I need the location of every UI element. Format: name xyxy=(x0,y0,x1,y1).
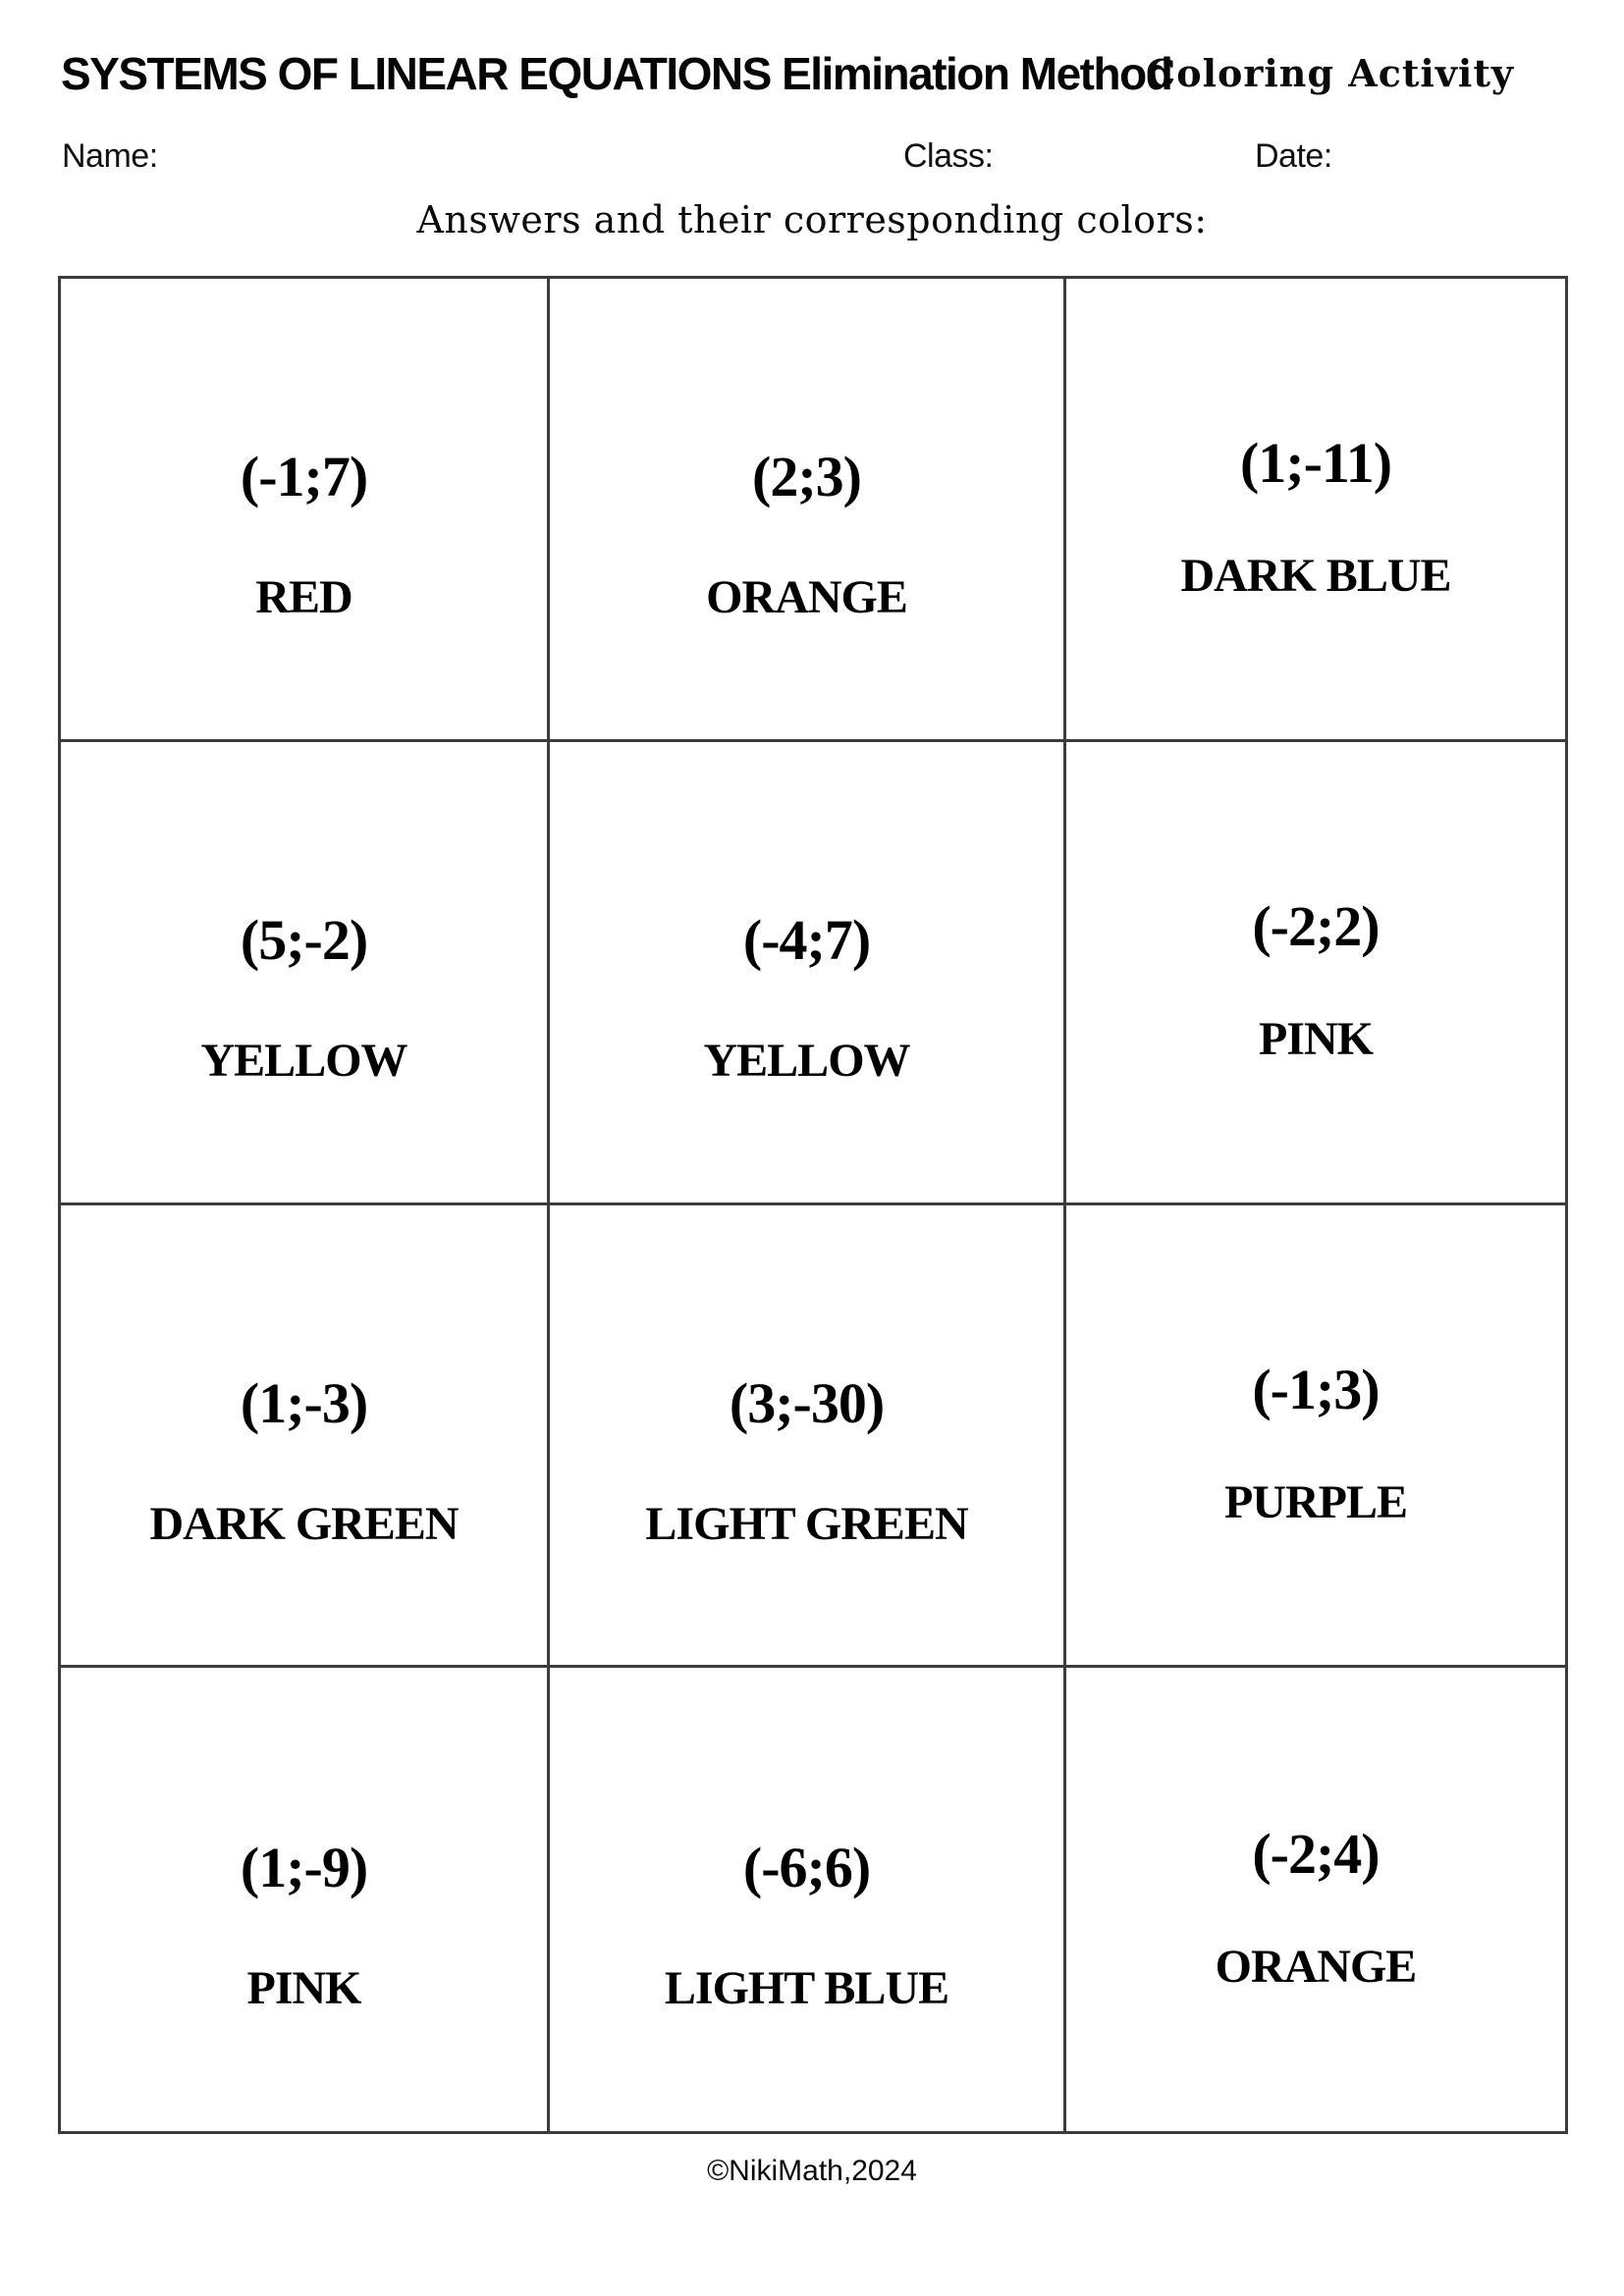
answer-value: (-4;7) xyxy=(742,908,871,973)
table-cell xyxy=(1066,1205,1565,1669)
page-title: SYSTEMS OF LINEAR EQUATIONS Elimination Method xyxy=(61,48,1172,99)
answer-value: (1;-3) xyxy=(240,1370,368,1435)
name-label: Name: xyxy=(62,137,158,175)
answer-value: (-1;7) xyxy=(240,445,368,509)
color-label: ORANGE xyxy=(706,571,907,624)
table-cell xyxy=(1066,742,1565,1205)
fields-row xyxy=(0,137,1624,185)
table-cell xyxy=(1066,1668,1565,2131)
color-label: DARK GREEN xyxy=(149,1497,459,1550)
answer-value: (-6;6) xyxy=(742,1836,871,1900)
answer-value: (3;-30) xyxy=(729,1370,885,1435)
answer-value: (-2;4) xyxy=(1252,1822,1380,1887)
table-cell xyxy=(61,279,550,742)
answer-value: (-2;2) xyxy=(1252,894,1380,959)
date-label: Date: xyxy=(1255,137,1332,175)
color-label: PURPLE xyxy=(1223,1475,1407,1528)
answer-value: (1;-11) xyxy=(1239,431,1392,496)
table-cell xyxy=(550,279,1066,742)
table-cell xyxy=(550,742,1066,1205)
color-label: DARK BLUE xyxy=(1180,550,1451,603)
color-label: PINK xyxy=(1258,1013,1373,1066)
color-label: LIGHT BLUE xyxy=(664,1962,949,2015)
answer-value: (-1;3) xyxy=(1252,1357,1380,1421)
table-cell xyxy=(61,1668,550,2131)
color-label: ORANGE xyxy=(1215,1941,1417,1994)
class-label: Class: xyxy=(903,137,994,175)
color-label: PINK xyxy=(246,1962,361,2015)
color-label: RED xyxy=(255,571,352,624)
footer-credit: ©NikiMath,2024 xyxy=(707,2155,917,2187)
answer-value: (2;3) xyxy=(752,445,861,509)
answers-table xyxy=(58,276,1568,2134)
color-label: YELLOW xyxy=(703,1035,910,1088)
table-cell xyxy=(1066,279,1565,742)
table-cell xyxy=(61,742,550,1205)
table-cell xyxy=(550,1205,1066,1669)
table-cell xyxy=(61,1205,550,1669)
table-cell xyxy=(550,1668,1066,2131)
answers-subtitle: Answers and their corresponding colors: xyxy=(416,198,1208,241)
answer-value: (5;-2) xyxy=(240,908,368,973)
color-label: YELLOW xyxy=(200,1035,407,1088)
answer-value: (1;-9) xyxy=(240,1836,368,1900)
activity-label: Coloring Activity xyxy=(1145,51,1514,95)
color-label: LIGHT GREEN xyxy=(645,1497,968,1550)
